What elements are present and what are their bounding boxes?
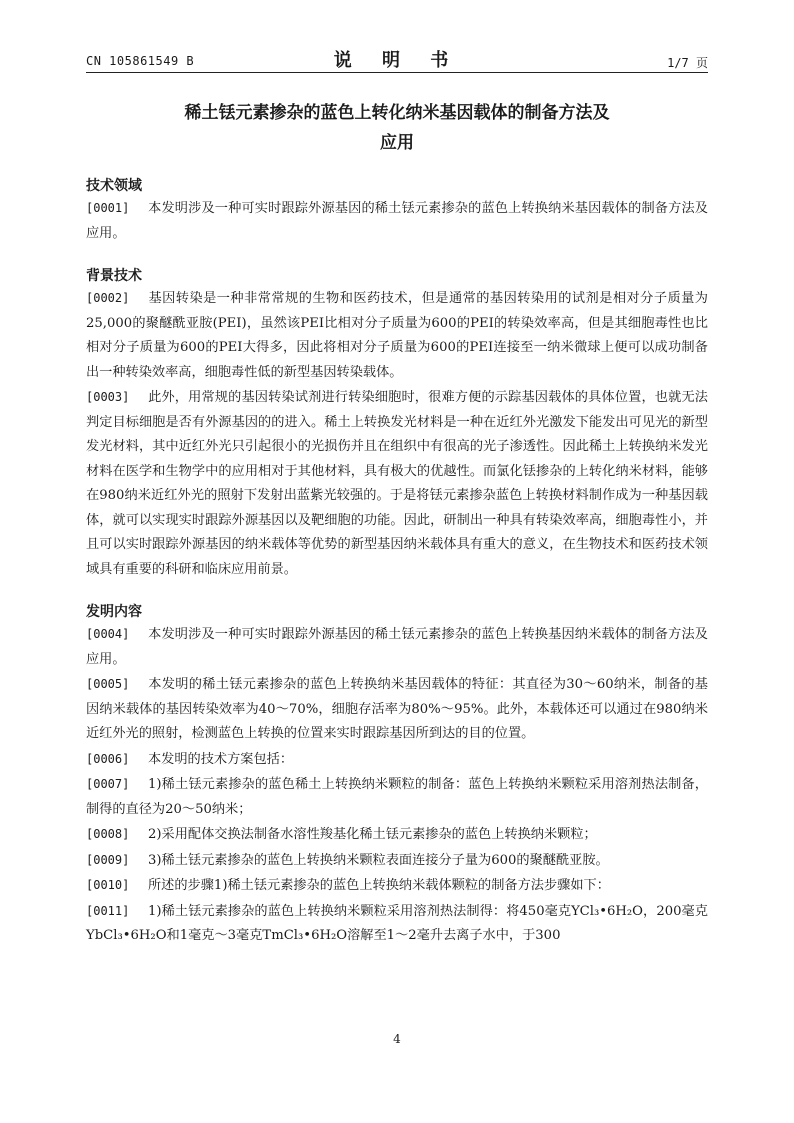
paragraph-0009 — [86, 848, 708, 874]
section-heading-tech-field: 技术领域 — [86, 178, 142, 194]
paragraph-text: 本发明的稀土铥元素掺杂的蓝色上转换纳米基因载体的特征：其直径为30～60纳米，制备的基因纳米载体的基因转染效率为40～70%，细胞存活率为80%～95%。此外，本载体还可以通过在980纳米近红外光的照射，检测蓝色上转换的位置来实时跟踪基因所到达的目的位置。 — [86, 677, 708, 741]
section-heading-background: 背景技术 — [86, 268, 142, 284]
paragraph-text: 1)稀土铥元素掺杂的蓝色稀土上转换纳米颗粒的制备：蓝色上转换纳米颗粒采用溶剂热法制备，制得的直径为20～50纳米； — [86, 777, 708, 817]
paragraph-number: [0008] — [86, 827, 130, 841]
patent-number: CN 105861549 B — [86, 54, 195, 68]
paragraph-0005 — [86, 672, 708, 747]
paragraph-number: [0004] — [86, 627, 130, 641]
paragraph-number: [0002] — [86, 291, 130, 305]
document-type: 说 明 书 — [333, 50, 461, 71]
paragraph-text: 3)稀土铥元素掺杂的蓝色上转换纳米颗粒表面连接分子量为600的聚醚酰亚胺。 — [148, 852, 609, 868]
paragraph-0001 — [86, 196, 708, 246]
section-heading-invention: 发明内容 — [86, 604, 142, 620]
paragraph-0011 — [86, 899, 708, 949]
document-title — [86, 98, 708, 158]
page-number: 4 — [393, 1032, 401, 1046]
paragraph-number: [0009] — [86, 852, 130, 867]
page-of-total: 1/7 页 — [667, 56, 708, 70]
title-line-1: 稀土铥元素掺杂的蓝色上转化纳米基因载体的制备方法及 — [184, 103, 610, 123]
paragraph-text: 2)采用配体交换法制备水溶性羧基化稀土铥元素掺杂的蓝色上转换纳米颗粒； — [148, 827, 597, 842]
paragraph-text: 1)稀土铥元素掺杂的蓝色上转换纳米颗粒采用溶剂热法制得：将450毫克YCl₃•6H₂O，200毫克YbCl₃•6H₂O和1毫克～3毫克TmCl₃•6H₂O溶解至1～2毫升去离子水中，于300 — [86, 903, 708, 943]
paragraph-text: 本发明涉及一种可实时跟踪外源基因的稀土铥元素掺杂的蓝色上转换纳米基因载体的制备方法及应用。 — [86, 201, 708, 241]
paragraph-number: [0007] — [86, 777, 130, 791]
paragraph-number: [0011] — [86, 903, 130, 918]
paragraph-number: [0006] — [86, 751, 130, 766]
paragraph-text: 所述的步骤1)稀土铥元素掺杂的蓝色上转换纳米载体颗粒的制备方法步骤如下： — [148, 878, 610, 893]
paragraph-0004 — [86, 622, 708, 672]
title-line-2: 应用 — [380, 133, 414, 153]
paragraph-0007 — [86, 772, 708, 822]
paragraph-number: [0003] — [86, 390, 130, 404]
paragraph-text: 本发明涉及一种可实时跟踪外源基因的稀土铥元素掺杂的蓝色上转换基因纳米载体的制备方法及应用。 — [86, 627, 708, 667]
paragraph-0006 — [86, 747, 708, 773]
paragraph-text: 本发明的技术方案包括： — [148, 751, 294, 767]
paragraph-text: 此外，用常规的基因转染试剂进行转染细胞时，很难方便的示踪基因载体的具体位置，也就无法判定目标细胞是否有外源基因的的进入。稀土上转换发光材料是一种在近红外光激发下能发出可见光的新型发光材料，其中近红外光只引起很小的光损伤并且在组织中有很高的光子渗透性。因此稀土上转换纳米发光材料在医学和生物学中的应用相对于其他材料，具有极大的优越性。而氯化铥掺杂的上转化纳米材料，能够在980纳米近红外光的照射下发射出蓝紫光较强的。于是将铥元素掺杂蓝色上转换材料制作成为一种基因载体，就可以实现实时跟踪外源基因以及靶细胞的功能。因此，研制出一种具有转染效率高，细胞毒性小，并且可以实时跟踪外源基因的纳米载体等优势的新型基因纳米载体具有重大的意义，在生物技术和医药技术领域具有重要的科研和临床应用前景。 — [86, 390, 708, 577]
paragraph-text: 基因转染是一种非常常规的生物和医药技术，但是通常的基因转染用的试剂是相对分子质量为25,000的聚醚酰亚胺(PEI)，虽然该PEI比相对分子质量为600的PEI的转染效率高，但是其细胞毒性也比相对分子质量为600的PEI大得多，因此将相对分子质量为600的PEI连接至一纳米微球上便可以成功制备出一种转染效率高，细胞毒性低的新型基因转染载体。 — [86, 291, 708, 380]
document-body — [86, 176, 708, 949]
page-header — [86, 44, 708, 72]
header-divider — [86, 72, 708, 73]
paragraph-number: [0005] — [86, 677, 130, 691]
paragraph-0003 — [86, 385, 708, 582]
paragraph-0010 — [86, 873, 708, 899]
paragraph-0002 — [86, 286, 708, 385]
paragraph-number: [0010] — [86, 878, 130, 892]
paragraph-0008 — [86, 822, 708, 848]
paragraph-number: [0001] — [86, 201, 130, 215]
